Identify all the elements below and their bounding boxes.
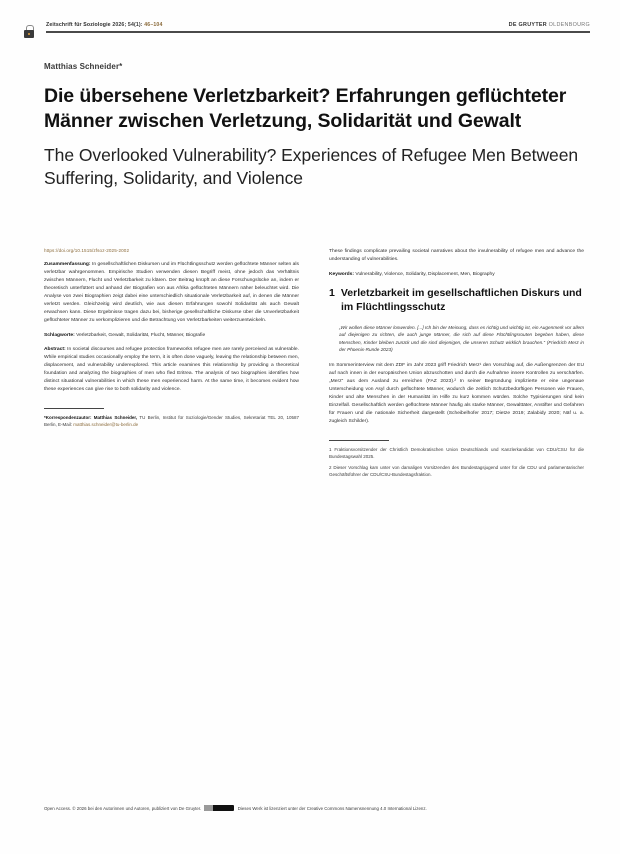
publisher-name: DE GRUYTER [508, 22, 547, 28]
section-1-heading [329, 286, 584, 314]
section-1-title: Verletzbarkeit im gesellschaftlichen Diskurs und im Flüchtlingsschutz [340, 286, 582, 313]
author-name: Matthias Schneider* [44, 62, 123, 71]
open-lock-icon [22, 22, 38, 44]
abstract-english [44, 346, 299, 394]
publisher-logo [509, 22, 590, 28]
doi-link[interactable]: https://doi.org/10.1515/zfsoz-2025-2002 [44, 248, 130, 253]
section-1-number: 1 [329, 286, 335, 299]
journal-reference [46, 22, 162, 28]
corresponding-author-affiliation: TU Berlin, Institut für Soziologie/Gender Studies, Sekretariat TEL 20, 10587 Berlin, E-Mail: [44, 415, 300, 428]
title-block [44, 62, 584, 189]
abstract-german-text: In gesellschaftlichen Diskursen und im Flüchtlingsschutz werden geflüchtete Männer selten als verletzbar wahrgenommen. Empirische Studien verwenden diesen Begriff meist, ohne jedoch das Verhältnis zwischen Männern, Flucht und Verletzbarkeit zu klären. Der Beitrag knüpft an diese Forschungslücke an, indem er theoretisch unterfüttert und anhand der Biografien von aus Afrika geflüchteten Männern näher beleuchtet wird. Die Analyse von zwei Biographien zeigt dabei eine unterschiedlich situationale Verletzbarkeit auf, in denen die Männer verletzt werden. Gleichzeitig wird deutlich, wie aus diesen Erfahrungen sowohl Solidarität als auch Gewalt erwachsen kann. Diese Ergebnisse tragen dazu bei, bisherige gesellschaftliche Diskurse über die Unverletzbarkeit geflüchteter Männer zu verkomplizieren und die Betrachtung von Verletzbarkeiten weiterzuentwickeln. [44, 262, 299, 323]
footnote-2: 2 Dieser Vorschlag kam unter von damaligen Vorsitzenden des Bundestagsjugend unter für die CDU und parlamentarischer Geschäftsführer der CDU/CSU-Bundestagsfraktion. [329, 464, 584, 477]
open-access-license [44, 805, 584, 812]
abstract-english-text: In societal discourses and refugee protection frameworks refugee men are rarely perceived as vulnerable. While empirical studies occasionally employ the term, it is often done vaguely, leaving the relationship between men, displacement, and vulnerability underexplored. This article examines this relationship by providing a theoretical foundation and analyzing the biographies of men who fled Eritrea. The analysis of two biographies identifies how distinct situational vulnerabilities in which these men experienced harm. At the same time, it becomes evident how these experiences can give rise to both solidarity and violence. [44, 347, 299, 393]
footnote-1: 1 Fraktionsvorsitzender der Christlich Demokratischen Union Deutschlands und Kanzlerkandidat von CDU/CSU für die Bundestagswahl 2025. [329, 446, 584, 459]
keywords-english-text: Vulnerability, Violence, Solidarity, Displacement, Men, Biography [354, 271, 495, 277]
page-range: 46–104 [144, 22, 163, 28]
article-columns [44, 248, 584, 738]
abstract-english-label: Abstract: [44, 347, 66, 353]
article-title-english: The Overlooked Vulnerability? Experiences of Refugee Men Between Suffering, Solidarity, and Violence [44, 144, 579, 188]
keywords-german-label: Schlagworte: [44, 332, 75, 338]
license-text-after: Dieses Werk ist lizenziert unter der Creative Commons Namensnennung 4.0 International Lizenz. [237, 806, 427, 811]
publisher-imprint: OLDENBOURG [548, 22, 590, 28]
abstract-german-label: Zusammenfassung: [44, 262, 91, 267]
footnote-separator [44, 408, 104, 409]
abstract-german [44, 261, 299, 325]
corresponding-author-email[interactable]: matthias.schneider@tu-berlin.de [72, 422, 139, 428]
keywords-english-label: Keywords: [329, 271, 355, 277]
journal-name: Zeitschrift für Soziologie [46, 22, 111, 28]
abstract-english-continuation: These findings complicate prevailing societal narratives about the invulnerability of refugee men and advance the understanding of vulnerabilities. [329, 249, 584, 262]
header-rule [46, 31, 590, 33]
corresponding-author-label: *Korrespondenzautor: Matthias Schneider, [44, 415, 138, 421]
volume-issue: 2026; 54(1): [112, 22, 143, 28]
column-left [44, 248, 299, 433]
column-right [329, 248, 584, 483]
pull-quote: „Wir wollen diese Männer loswerden. [...] Ich bin der Meinung, dass es richtig und wichtig ist, ein Augenmerk vor allem auf diejenigen zu richten, die auch junge Männer, die sich auf diese Flüchtlingsrouten begeben haben, diese Menschen, Kinder bleiben zurück und die sind diejenigen, die unseren Schutz wirklich brauchen.“ (Friedrich Merz in der Phoenix-Runde 2023) [339, 324, 584, 353]
creative-commons-badge-icon [204, 805, 234, 811]
corresponding-author-footnote [44, 415, 299, 429]
keywords-german-text: Verletzbarkeit, Gewalt, Solidarität, Flucht, Männer, Biografie [74, 332, 206, 338]
keywords-german [44, 332, 299, 340]
running-head [0, 22, 620, 44]
article-title-german: Die übersehene Verletzbarkeit? Erfahrungen geflüchteter Männer zwischen Verletzung, Solidarität und Gewalt [44, 85, 567, 132]
license-text-before: Open Access. © 2026 bei den Autorinnen und Autoren, publiziert von De Gruyter. [44, 806, 202, 811]
keywords-english [329, 271, 584, 279]
section-1-paragraph-1: Im Sommerinterview mit dem ZDF im Jahr 2023 griff Friedrich Merz¹ den Vorschlag auf, die Außengrenzen der EU auf nach innen in der europäischen Union abzuschotten und durch die Aufnahme innere Kontrollen zu verschärfen. „Merz“ aus dem Ausland zu erreichen (FAZ 2023).² In seiner Begründung implizierte er eine ungenaue Unterscheidung von Asyl durch geflüchtete Männer, wodurch die zeitlich Schutzbedürftigen Personen wie Frauen, Kinder und alte Menschen in der Humanität im Hilfe zu kurz kommen würden. Solche Typisierungen sind kein Einzelfall. Gesellschaftlich werden geflüchtete Männer häufig als starke Männer, Gewalttäter, Anstifter und Gefahren für Frauen und die nationale Sicherheit dargestellt (Scheibelhofer 2017; Dietze 2019; Zalabidy 2020; Näf u. a. zugleich Schilder). [329, 363, 584, 424]
footnote-separator-right [329, 440, 389, 441]
